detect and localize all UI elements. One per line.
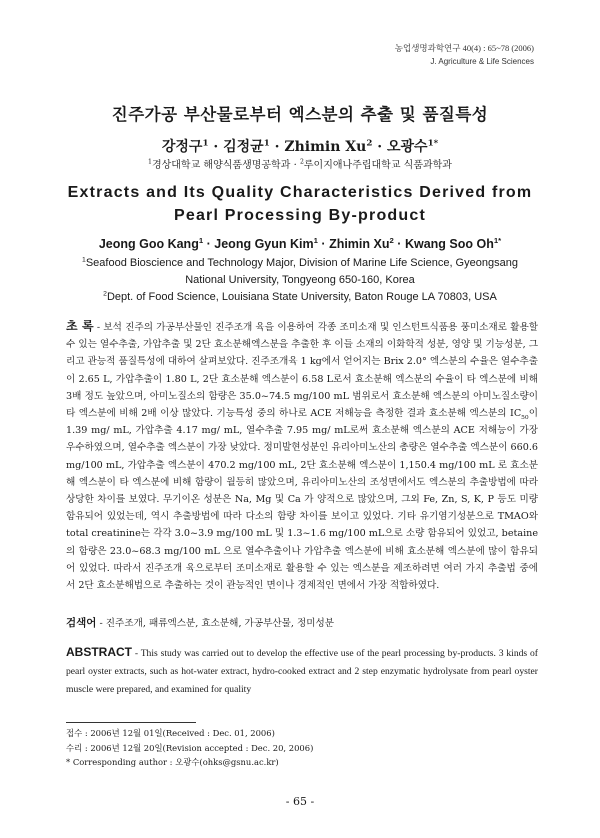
ic50-subscript: 50 [521,413,529,421]
author-affil-mark: 1* [493,235,502,245]
title-en-line: Extracts and Its Quality Characteristics Derived from [67,184,533,201]
affiliation-1-cont: National University, Tongyeong 650-160, Korea [185,274,415,286]
affiliations-ko [0,156,600,171]
affil-separator: · [293,160,297,171]
footnote-divider [66,722,196,723]
author-affil-mark: 1 [313,235,318,245]
title-en-line: Pearl Processing By-product [173,207,427,224]
accepted-date: 수리 : 2006년 12월 20일(Revision accepted : Dec. 20, 2006) [66,742,314,753]
author-separator: · [206,237,211,251]
abstract-dash: - [93,322,104,333]
author-affil-mark: 1 [198,235,204,245]
authors-en [0,237,600,251]
paper-title-en [0,181,600,227]
affil-mark: 1 [148,158,152,166]
affiliations-en [60,255,540,306]
author-separator: · [321,237,326,251]
author-name: 오광수 [386,139,428,155]
affil-mark: 2 [299,158,304,166]
author-name: Zhimin Xu [284,139,367,155]
author-affil-mark: 2 [389,235,394,245]
author-separator: · [274,139,280,155]
footnotes [66,726,538,770]
affil-mark: 1 [82,256,86,264]
affiliation-1 [60,255,540,272]
keywords-heading: 검색어 [66,617,97,629]
journal-citation-ko: 농업생명과학연구 40(4) : 65~78 (2006) [394,43,534,53]
author-affil-mark: 1* [427,138,439,149]
affiliation: 경상대학교 해양식품생명공학과 [151,160,291,171]
author-separator: · [397,237,402,251]
author-name: 김정균 [223,139,264,155]
author-separator: · [213,139,219,155]
abstract-ko [66,318,538,594]
author-name: Jeong Gyun Kim [214,237,314,251]
author-affil-mark: 1 [202,138,209,149]
abstract-en-heading: ABSTRACT [66,645,132,659]
affiliation-2 [60,289,540,306]
received-date: 접수 : 2006년 12월 01일(Received : Dec. 01, 2006) [66,728,275,738]
abstract-ko-body-cont: 이 1.39 mg/ mL, 가압추출 4.17 mg/ mL, 열수추출 7.95 mg/ mL로써 효소분해 엑스분의 ACE 저해능이 가장 우수하였으며, 열수추출 엑스분이 가장 낮았다. 정미발현성분인 유리아미노산의 총량은 열수추출 엑스분이 660.6 mg/100 mL, 가압추출 엑스분이 470.2 mg/100 mL, 2단 효소분해 엑스분이 1,150.4 mg/100 mL 로 효소분해 엑스분이 타 엑스분에 비해 함량이 월등히 많았으며, 유리아미노산의 조성면에서도 엑스분의 추출방법에 따라 상당한 차이를 보였다. 무기이온 성분은 Na, Mg 및 Ca 가 양적으로 많았으며, 그외 Fe, Zn, S, K, P 등도 미량 함유되어 있었는데, 역시 추출방법에 따라 다소의 함량 차이를 보이고 있었다. 기타 유기염기성분으로 TMAO와 total creatinine는 각각 3.0~3.9 mg/100 mL 및 1.3~1.6 mg/100 mL으로 소량 함유되어 있었고, betaine의 함량은 23.0~68.3 mg/100 mL 으로 열수추출이나 가압추출 엑스분에 비해 효소분해 엑스분에 많이 함유되어 있었다. 따라서 진주조개 육으로부터 조미소재로 활용할 수 있는 엑스분을 제조하려면 여러 가지 추출법 중에서 2단 효소분해법으로 추출하는 것이 관능적인 면이나 경제적인 면에서 가장 적합하였다. [66,408,538,592]
corresponding-author: * Corresponding author : 오광수(ohks@gsnu.ac.kr) [66,757,279,767]
author-affil-mark: 2 [366,138,373,149]
author-separator: · [377,139,383,155]
author-name: 강정구 [161,139,203,155]
page-number: - 65 - [285,795,315,808]
abstract-en [66,643,538,699]
affil-mark: 2 [103,290,107,298]
paper-title-ko: 진주가공 부산물로부터 엑스분의 추출 및 품질특성 [111,105,489,124]
affiliation-text: Seafood Bioscience and Technology Major, Division of Marine Life Science, Gyeongsang [85,257,518,269]
affiliation-text: Dept. of Food Science, Louisiana State University, Baton Rouge LA 70803, USA [106,291,497,303]
abstract-ko-heading: 초 록 [66,319,94,333]
author-name: Zhimin Xu [329,237,390,251]
abstract-en-body: - This study was carried out to develop the effective use of the pearl processing by-products. 3 kinds of pearl oyster extracts, such as hot-water extract, hydro-cooked extract and 2 step enzymatic hydrolysate from pearl oyster muscle were prepared, and examined for quality [66,648,538,695]
journal-name-en: J. Agriculture & Life Sciences [430,57,534,66]
author-name: Jeong Goo Kang [98,237,199,251]
keywords-list: - 진주조개, 패류엑스분, 효소분해, 가공부산물, 정미성분 [96,618,335,629]
author-name: Kwang Soo Oh [404,237,494,251]
keywords [66,615,538,630]
journal-header [395,42,534,68]
affiliation: 루이지애나주립대학교 식품과학과 [303,160,452,171]
author-affil-mark: 1 [263,138,270,149]
authors-ko [0,136,600,156]
abstract-ko-body: 보석 진주의 가공부산물인 진주조개 육을 이용하여 각종 조미소재 및 인스턴트식품용 풍미소재로 활용할 수 있는 열수추출, 가압추출 및 2단 효소분해엑스분을 추출한 후 이들 소재의 이화학적 성분, 영양 및 기능성분, 그리고 관능적 품질특성에 대하여 살펴보았다. 진주조개육 1 kg에서 얻어지는 Brix 2.0° 엑스분의 수율은 열수추출이 2.65 L, 가압추출이 1.80 L, 2단 효소분해 엑스분이 6.58 L로서 효소분해 엑스분의 수율이 타 엑스분에 비해 3배 정도 높았으며, 아미노질소의 함량은 35.0~74.5 mg/100 mL 범위로서 효소분해 엑스분의 아미노질소량이 타 엑스분에 비해 2배 이상 많았다. 기능특성 중의 하나로 ACE 저해능을 측정한 결과 효소분해 엑스분의 IC [66,322,538,420]
